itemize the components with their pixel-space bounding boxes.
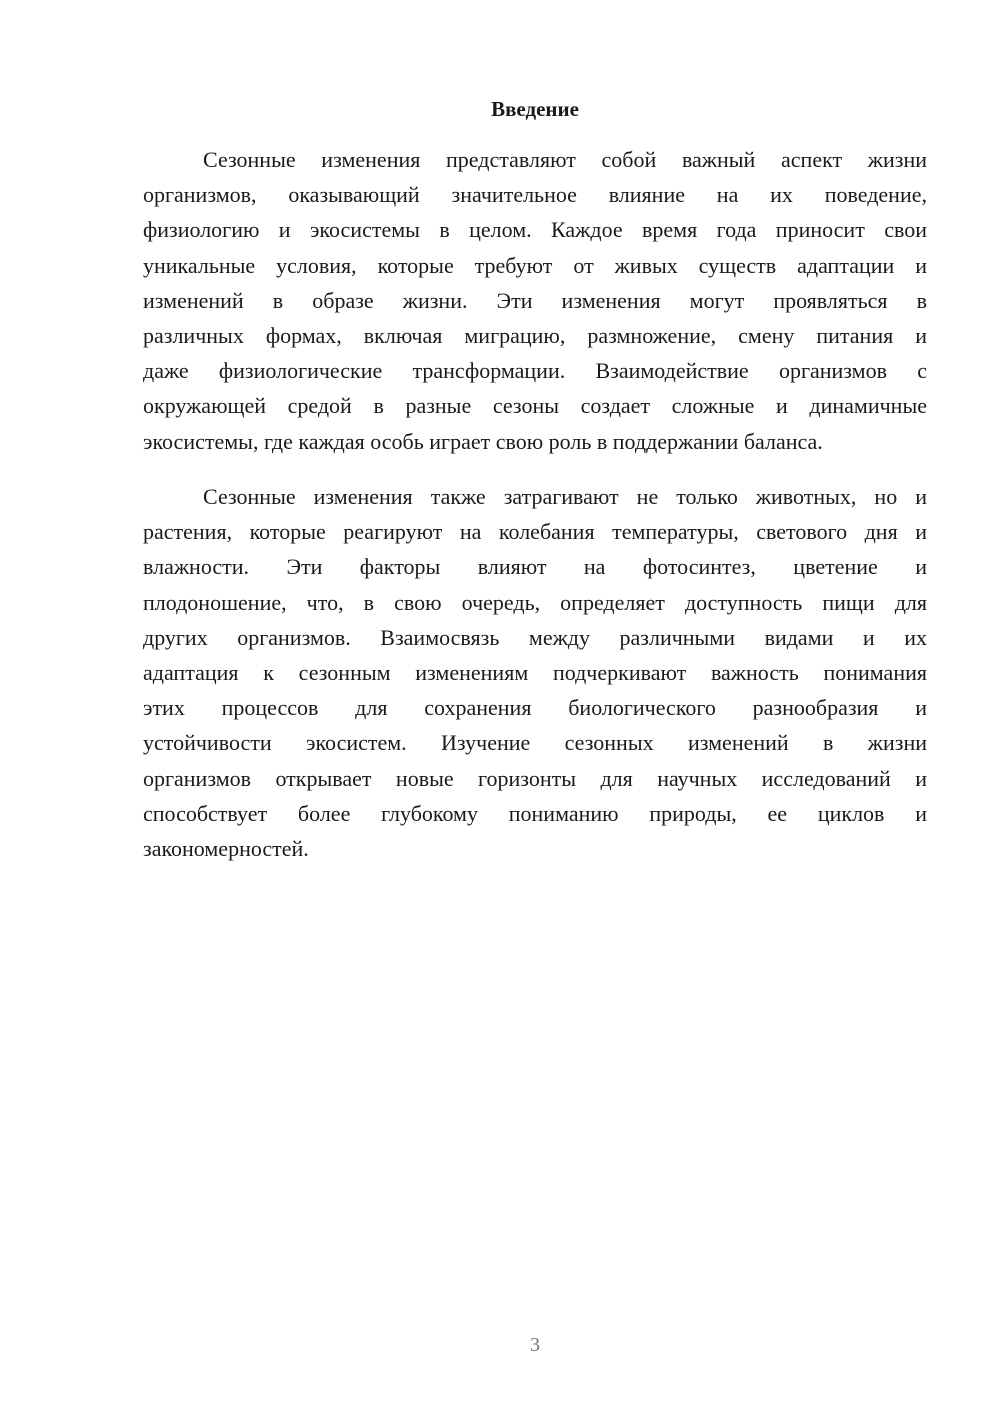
text-line: Сезонные изменения также затрагивают не только животных, но и bbox=[203, 484, 927, 509]
text-line: влажности. Эти факторы влияют на фотосинтез, цветение и bbox=[143, 554, 927, 580]
text-line: уникальные условия, которые требуют от живых существ адаптации и bbox=[143, 252, 927, 278]
text-line: этих процессов для сохранения биологического разнообразия и bbox=[143, 695, 927, 721]
text-line: организмов открывает новые горизонты для научных исследований и bbox=[143, 765, 927, 791]
text-line: адаптация к сезонным изменениям подчеркивают важность понимания bbox=[143, 659, 927, 685]
text-line: изменений в образе жизни. Эти изменения могут проявляться в bbox=[143, 287, 927, 313]
text-line: физиологию и экосистемы в целом. Каждое время года приносит свои bbox=[143, 217, 927, 243]
text-line: других организмов. Взаимосвязь между различными видами и их bbox=[143, 624, 927, 650]
text-line: способствует более глубокому пониманию природы, ее циклов и bbox=[143, 800, 927, 826]
section-title: Введение bbox=[491, 97, 579, 121]
text-line: устойчивости экосистем. Изучение сезонных изменений в жизни bbox=[143, 730, 927, 756]
text-line: организмов, оказывающий значительное влияние на их поведение, bbox=[143, 182, 927, 208]
paragraph-2 bbox=[143, 479, 927, 866]
text-line: растения, которые реагируют на колебания температуры, светового дня и bbox=[143, 519, 927, 545]
text-line: окружающей средой в разные сезоны создает сложные и динамичные bbox=[143, 393, 927, 419]
text-line: даже физиологические трансформации. Взаимодействие организмов с bbox=[143, 358, 927, 384]
page-number: 3 bbox=[530, 1334, 540, 1356]
text-line: экосистемы, где каждая особь играет свою роль в поддержании баланса. bbox=[143, 428, 823, 454]
paragraph-1 bbox=[143, 142, 927, 459]
text-line: Сезонные изменения представляют собой важный аспект жизни bbox=[203, 147, 927, 172]
text-line: закономерностей. bbox=[143, 835, 309, 861]
text-line: различных формах, включая миграцию, размножение, смену питания и bbox=[143, 322, 927, 348]
text-line: плодоношение, что, в свою очередь, определяет доступность пищи для bbox=[143, 589, 927, 615]
